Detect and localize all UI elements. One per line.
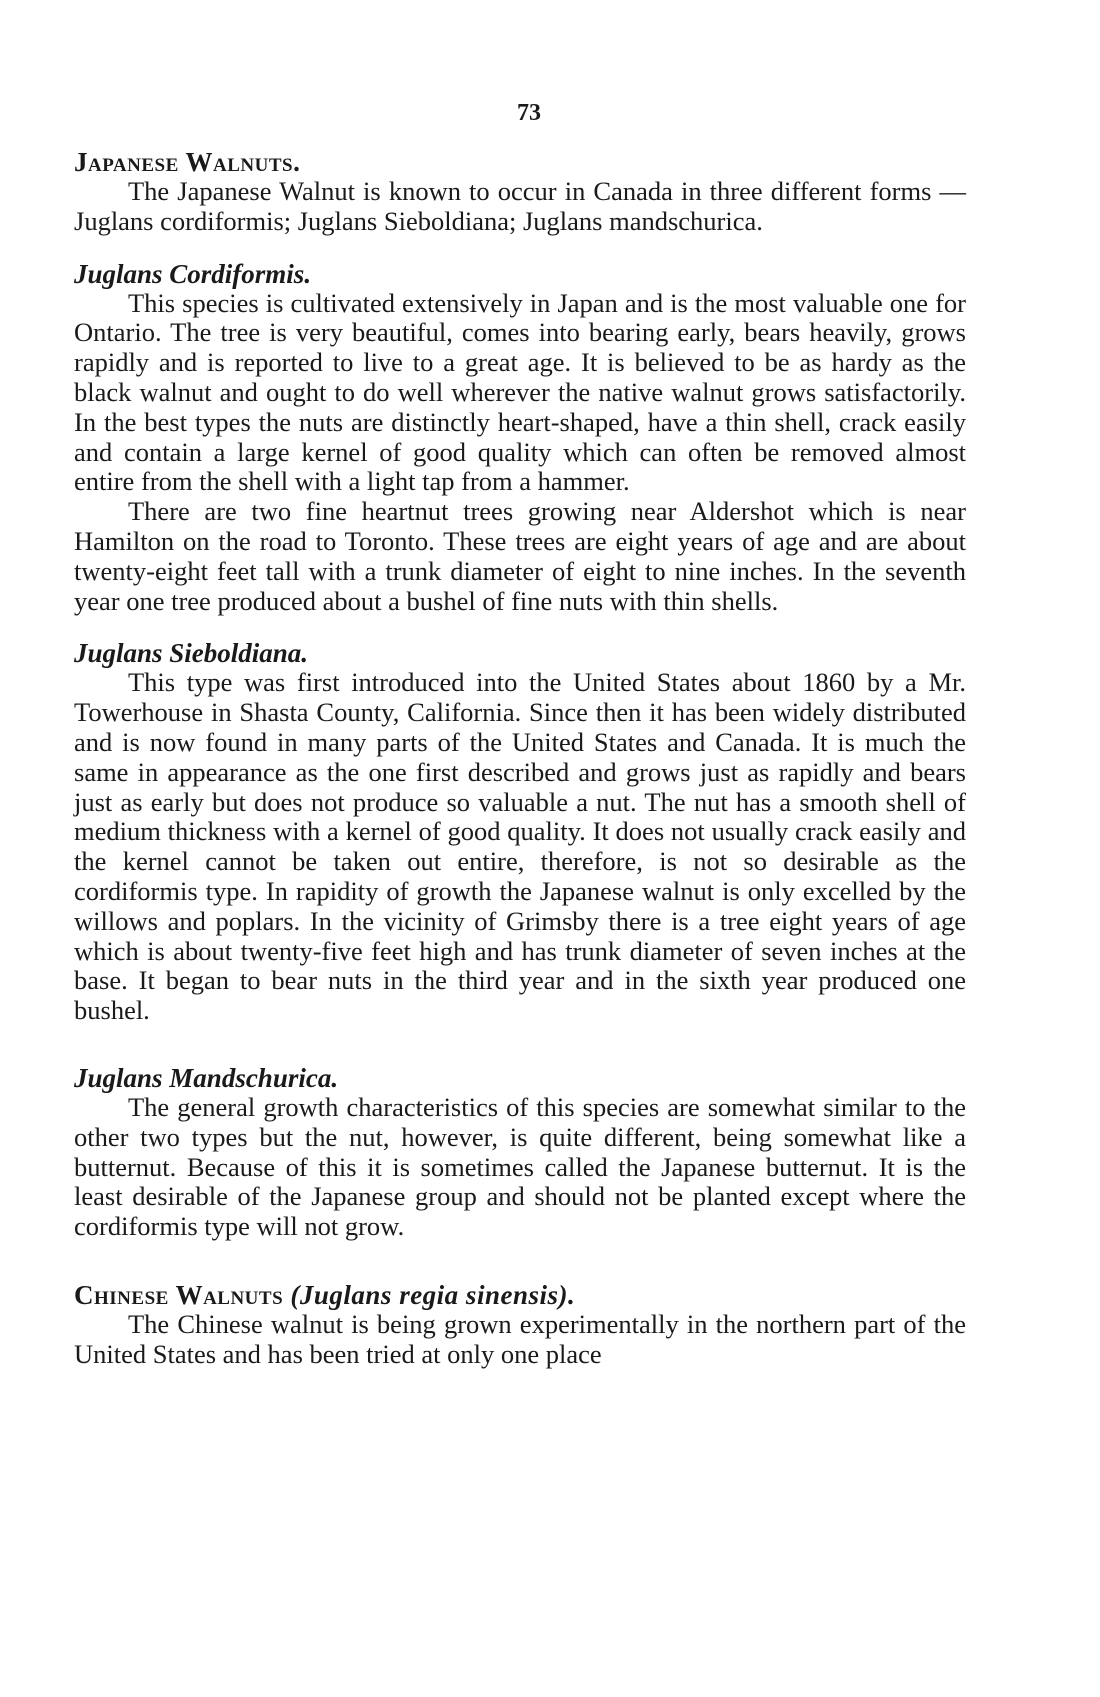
document-page xyxy=(74,100,966,1370)
sub-heading-juglans-sieboldiana: Juglans Sieboldiana. xyxy=(74,638,309,669)
paragraph-cordiformis-2: There are two fine heartnut trees growing near Aldershot which is near Hamilton on the road to Toronto. These trees are eight years of age and are about twenty-eight feet tall with a trunk diameter of eight to nine inches. In the seventh year one tree produced about a bushel of fine nuts with thin shells. xyxy=(74,496,966,616)
sub-heading-juglans-cordiformis: Juglans Cordiformis. xyxy=(74,258,312,289)
paragraph-chinese-1: The Chinese walnut is being grown experimentally in the northern part of the United States and has been tried at only one place xyxy=(74,1308,966,1369)
paragraph-cordiformis-1: This species is cultivated extensively in Japan and is the most valuable one for Ontario. The tree is very beautiful, comes into bearing early, bears heavily, grows rapidly and is reported to live to a great age. It is believed to be as hardy as the black walnut and ought to do well wherever the native walnut grows satisfactorily. In the best types the nuts are distinctly heart-shaped, have a thin shell, crack easily and contain a large kernel of good quality which can often be removed almost entire from the shell with a light tap from a hammer. xyxy=(74,287,966,497)
section-heading-chinese-walnuts xyxy=(74,1280,966,1310)
section-heading-japanese-walnuts: Japanese Walnuts. xyxy=(74,147,301,177)
paragraph-mandschurica-1: The general growth characteristics of this species are somewhat similar to the other two types but the nut, however, is quite different, being somewhat like a butternut. Because of this it is sometimes called the Japanese butternut. It is the least desirable of the Japanese group and should not be planted except where the cordiformis type will not grow. xyxy=(74,1091,966,1242)
chinese-heading-text: Chinese Walnuts xyxy=(74,1279,284,1310)
chinese-heading-latin: (Juglans regia sinensis). xyxy=(290,1279,576,1310)
sub-heading-juglans-mandschurica: Juglans Mandschurica. xyxy=(74,1062,339,1093)
page-number: 73 xyxy=(517,100,541,126)
paragraph-sieboldiana-1: This type was first introduced into the United States about 1860 by a Mr. Towerhouse in Shasta County, California. Since then it has been widely distributed and is now found in many parts of the United States and Canada. It is much the same in appearance as the one first described and grows just as rapidly and bears just as early but does not produce so valuable a nut. The nut has a smooth shell of medium thickness with a kernel of good quality. It does not usually crack easily and the kernel cannot be taken out entire, therefore, is not so desirable as the cordiformis type. In rapidity of growth the Japanese walnut is only excelled by the willows and poplars. In the vicinity of Grimsby there is a tree eight years of age which is about twenty-five feet high and has trunk diameter of seven inches at the base. It began to bear nuts in the third year and in the sixth year produced one bushel. xyxy=(74,667,966,1026)
paragraph-japanese-intro: The Japanese Walnut is known to occur in Canada in three different forms — Juglans cordiformis; Juglans Sieboldiana; Juglans mandschurica. xyxy=(74,176,966,236)
